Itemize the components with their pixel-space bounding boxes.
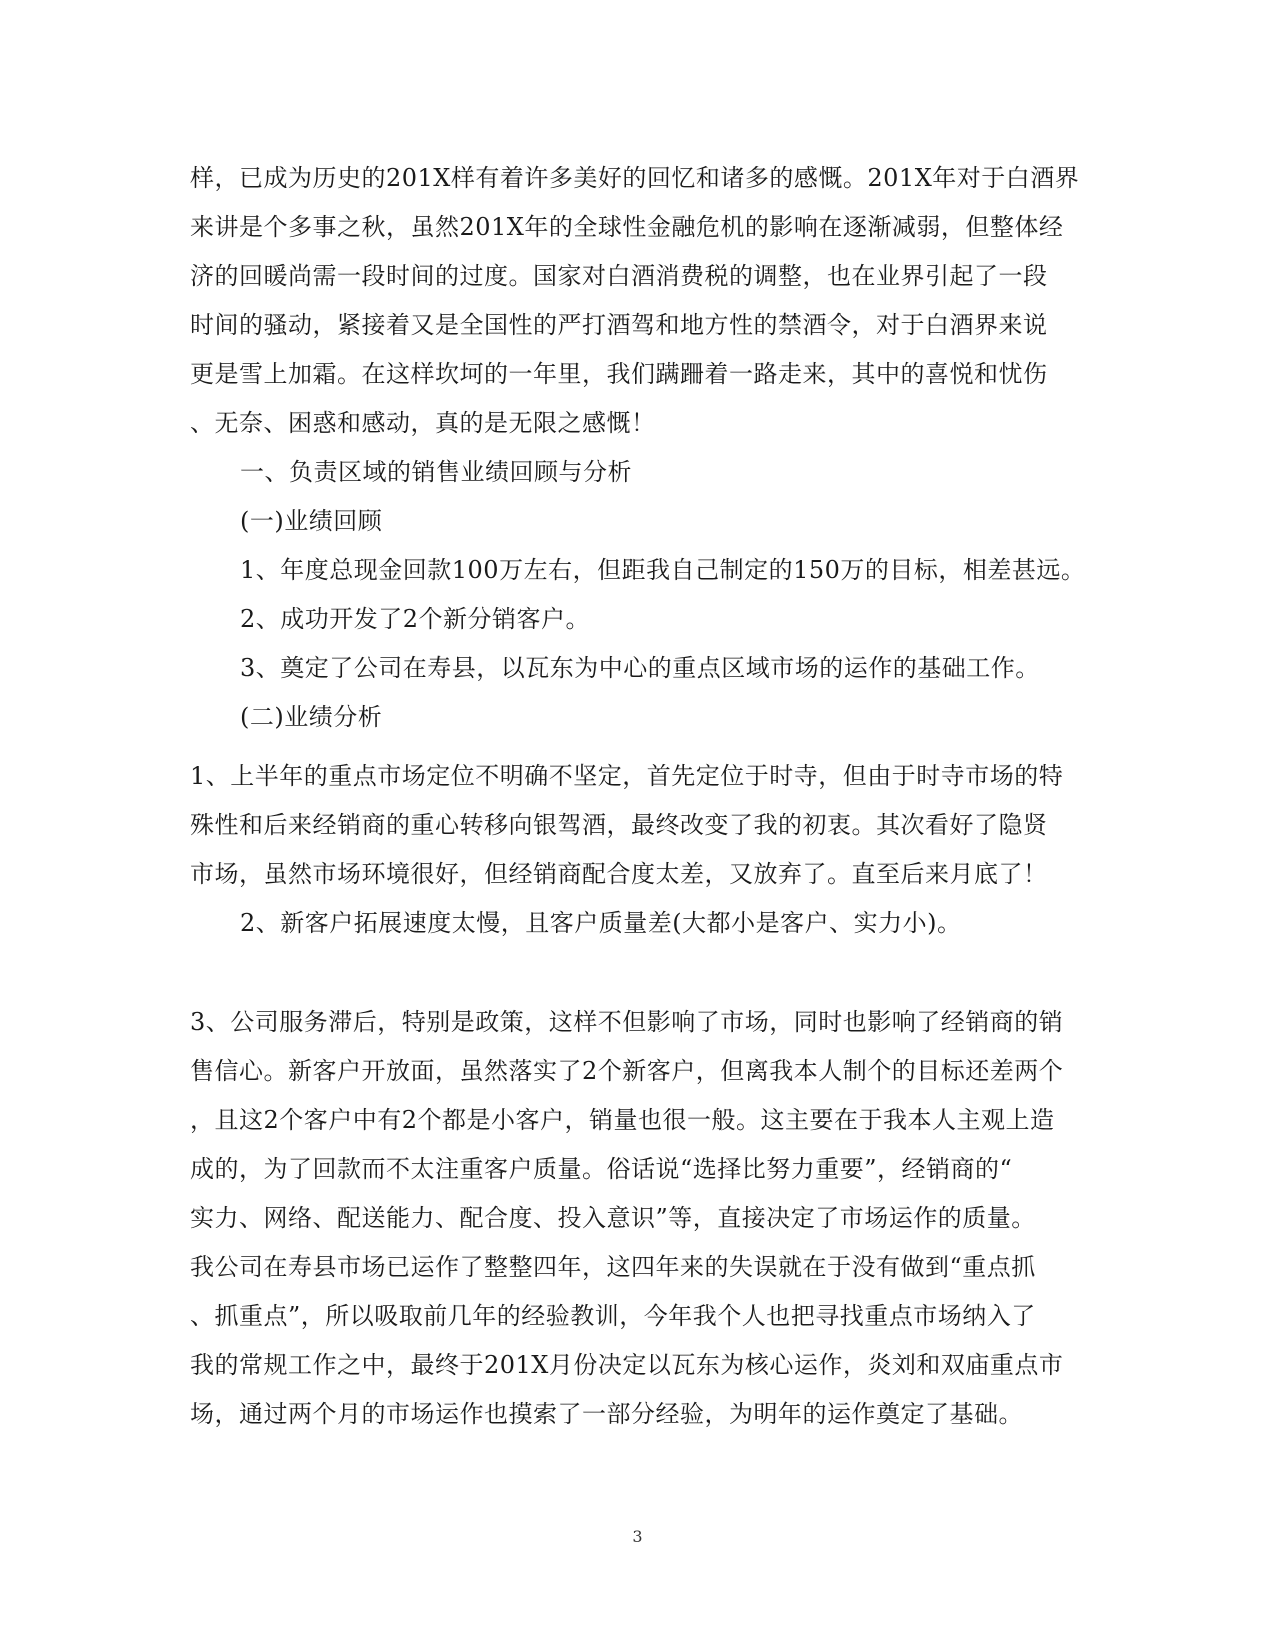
text-line: 我公司在寿县市场已运作了整整四年，这四年来的失误就在于没有做到“重点抓 [190,1253,1036,1281]
text-line: 样，已成为历史的201X样有着许多美好的回忆和诸多的感慨。201X年对于白酒界 [190,164,1080,192]
review-item: 2、成功开发了2个新分销客户。 [240,605,591,633]
text-line: 1、上半年的重点市场定位不明确不坚定，首先定位于时寺，但由于时寺市场的特 [190,762,1064,790]
subsection-heading-analysis: (二)业绩分析 [240,703,383,731]
text-line: 、无奈、困惑和感动，真的是无限之感慨！ [190,409,656,437]
text-line: 市场，虽然市场环境很好，但经销商配合度太差，又放弃了。直至后来月底了！ [190,860,1048,888]
text-line: 殊性和后来经销商的重心转移向银驾酒，最终改变了我的初衷。其次看好了隐贤 [190,811,1048,839]
text-line: 售信心。新客户开放面，虽然落实了2个新客户，但离我本人制个的目标还差两个 [190,1057,1064,1085]
text-line: 我的常规工作之中，最终于201X月份决定以瓦东为核心运作，炎刘和双庙重点市 [190,1351,1064,1379]
text-line: 成的，为了回款而不太注重客户质量。俗话说“选择比努力重要”，经销商的“ [190,1155,1013,1183]
text-line: 济的回暖尚需一段时间的过度。国家对白酒消费税的调整，也在业界引起了一段 [190,262,1048,290]
subsection-heading-review: (一)业绩回顾 [240,507,383,535]
text-line: 场，通过两个月的市场运作也摸索了一部分经验，为明年的运作奠定了基础。 [190,1400,1023,1428]
page-number: 3 [632,1527,643,1546]
text-line: 更是雪上加霜。在这样坎坷的一年里，我们蹒跚着一路走来，其中的喜悦和忧伤 [190,360,1048,388]
review-item: 3、奠定了公司在寿县，以瓦东为中心的重点区域市场的运作的基础工作。 [240,654,1040,682]
text-line: 、抓重点”，所以吸取前几年的经验教训，今年我个人也把寻找重点市场纳入了 [190,1302,1036,1330]
text-line: 来讲是个多事之秋，虽然201X年的全球性金融危机的影响在逐渐减弱，但整体经 [190,213,1064,241]
section-heading: 一、负责区域的销售业绩回顾与分析 [240,458,632,486]
analysis-item-1 [190,752,1090,948]
text-line: 实力、网络、配送能力、配合度、投入意识”等，直接决定了市场运作的质量。 [190,1204,1036,1232]
intro-paragraph [190,154,1090,742]
text-line: 3、公司服务滞后，特别是政策，这样不但影响了市场，同时也影响了经销商的销 [190,1008,1064,1036]
text-line: ，且这2个客户中有2个都是小客户，销量也很一般。这主要在于我本人主观上造 [190,1106,1055,1134]
review-item: 1、年度总现金回款100万左右，但距我自己制定的150万的目标，相差甚远。 [240,556,1086,584]
analysis-item-2: 2、新客户拓展速度太慢，且客户质量差(大都小是客户、实力小)。 [240,909,962,937]
text-line: 时间的骚动，紧接着又是全国性的严打酒驾和地方性的禁酒令，对于白酒界来说 [190,311,1048,339]
analysis-item-3 [190,998,1090,1439]
